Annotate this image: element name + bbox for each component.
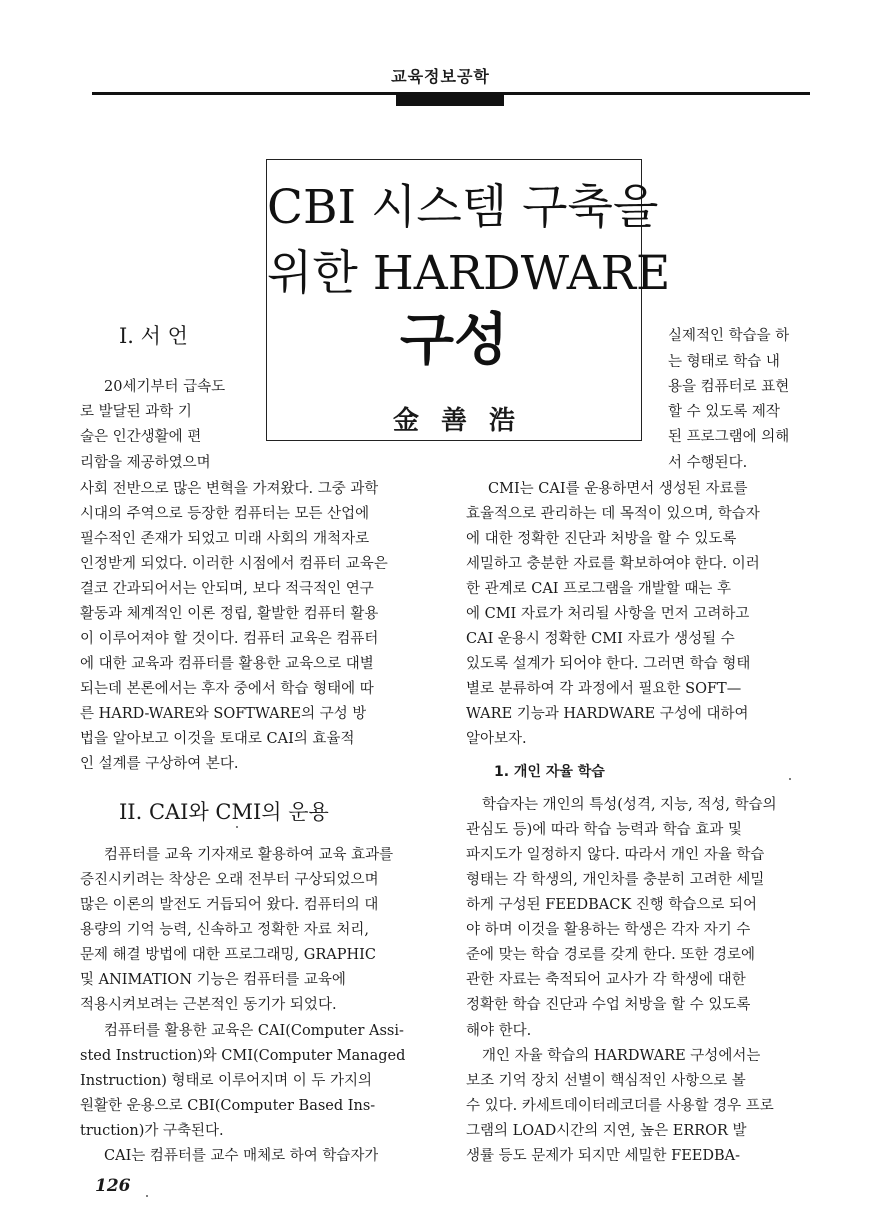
section1-line: 술은 인간생활에 편 [80, 429, 202, 445]
right-subheading: 1. 개인 자율 학습 [494, 764, 605, 780]
self-study-line: 준에 맞는 학습 경로를 갖게 한다. 또한 경로에 [466, 947, 755, 963]
cmi-line: 별로 분류하여 각 과정에서 필요한 SOFT— [466, 681, 742, 697]
section1-line: 에 대한 교육과 컴퓨터를 활용한 교육으로 대별 [80, 656, 374, 672]
cmi-line: 효율적으로 관리하는 데 목적이 있으며, 학습자 [466, 506, 760, 522]
page-number: 126 [95, 1176, 131, 1196]
cmi-line: 한 관계로 CAI 프로그램을 개발할 때는 후 [466, 581, 732, 597]
section1-heading: I. 서 언 [119, 324, 188, 348]
section2-line: 및 ANIMATION 기능은 컴퓨터를 교육에 [80, 972, 346, 988]
section1-line: 활동과 체계적인 이론 정립, 활발한 컴퓨터 활용 [80, 606, 379, 622]
section1-line: 필수적인 존재가 되었고 미래 사회의 개척자로 [80, 531, 370, 547]
section1-line: 법을 알아보고 이것을 토대로 CAI의 효율적 [80, 731, 355, 747]
self-study-line: 야 하며 이것을 활용하는 학생은 각자 자기 수 [466, 922, 751, 938]
right-intro-line: 할 수 있도록 제작 [668, 404, 780, 420]
speck [146, 1195, 148, 1197]
self-study-line: 형태는 각 학생의, 개인차를 충분히 고려한 세밀 [466, 872, 765, 888]
self-study-line: 수 있다. 카세트데이터레코더를 사용할 경우 프로 [466, 1098, 774, 1114]
header-title: 교육정보공학 [391, 67, 490, 86]
section1-line: 20세기부터 급속도 [104, 379, 226, 395]
self-study-line: 하게 구성된 FEEDBACK 진행 학습으로 되어 [466, 897, 758, 913]
section2-line: 원활한 운용으로 CBI(Computer Based Ins- [80, 1098, 376, 1114]
title-box [266, 159, 671, 441]
section2-line: 적용시켜보려는 근본적인 동기가 되었다. [80, 997, 337, 1013]
section1-line: 로 발달된 과학 기 [80, 404, 192, 420]
section2-line: 용량의 기억 능력, 신속하고 정확한 자료 처리, [80, 922, 369, 938]
cmi-line: 에 대한 정확한 진단과 처방을 할 수 있도록 [466, 531, 737, 547]
section2-line: 증진시키려는 착상은 오래 전부터 구상되었으며 [80, 872, 379, 888]
section1-line: 되는데 본론에서는 후자 중에서 학습 형태에 따 [80, 681, 374, 697]
self-study-line: 관한 자료는 축적되어 교사가 각 학생에 대한 [466, 972, 746, 988]
header-rule-block [396, 94, 504, 106]
speck [789, 778, 791, 780]
right-intro-line: 된 프로그램에 의해 [668, 429, 790, 445]
section1-line: 른 HARD-WARE와 SOFTWARE의 구성 방 [80, 706, 367, 722]
section2-line: Instruction) 형태로 이루어지며 이 두 가지의 [80, 1073, 373, 1089]
section2-line: sted Instruction)와 CMI(Computer Managed [80, 1048, 406, 1064]
cmi-line: WARE 기능과 HARDWARE 구성에 대하여 [466, 706, 749, 722]
section2-line: 컴퓨터를 활용한 교육은 CAI(Computer Assi- [104, 1023, 404, 1039]
self-study-line: 그램의 LOAD시간의 지연, 높은 ERROR 발 [466, 1123, 747, 1139]
section1-line: 인정받게 되었다. 이러한 시점에서 컴퓨터 교육은 [80, 556, 388, 572]
section1-line: 결코 간과되어서는 안되며, 보다 적극적인 연구 [80, 581, 374, 597]
section2-line: CAI는 컴퓨터를 교수 매체로 하여 학습자가 [104, 1148, 379, 1164]
right-intro-line: 는 형태로 학습 내 [668, 354, 780, 370]
section2-line: 문제 해결 방법에 대한 프로그래밍, GRAPHIC [80, 947, 376, 963]
cmi-line: 세밀하고 충분한 자료를 확보하여야 한다. 이러 [466, 556, 760, 572]
right-intro-line: 용을 컴퓨터로 표현 [668, 379, 790, 395]
self-study-line: 정확한 학습 진단과 수업 처방을 할 수 있도록 [466, 997, 751, 1013]
self-study-line: 관심도 등)에 따라 학습 능력과 학습 효과 및 [466, 822, 743, 838]
cmi-line: CMI는 CAI를 운용하면서 생성된 자료를 [488, 481, 748, 497]
cmi-line: CAI 운용시 정확한 CMI 자료가 생성될 수 [466, 631, 735, 647]
cmi-line: 있도록 설계가 되어야 한다. 그러면 학습 형태 [466, 656, 751, 672]
self-study-line: 생률 등도 문제가 되지만 세밀한 FEEDBA- [466, 1148, 741, 1164]
right-intro-line: 서 수행된다. [668, 455, 748, 471]
section2-heading: II. CAI와 CMI의 운용 [119, 800, 329, 824]
self-study-line: 파지도가 일정하지 않다. 따라서 개인 자율 학습 [466, 847, 765, 863]
article-title-line-2: 위한 HARDWARE [267, 246, 671, 301]
section2-line: truction)가 구축된다. [80, 1123, 224, 1139]
self-study-line: 보조 기억 장치 선별이 핵심적인 사항으로 볼 [466, 1073, 746, 1089]
article-author: 金善浩 [392, 406, 537, 436]
self-study-line: 학습자는 개인의 특성(성격, 지능, 적성, 학습의 [482, 797, 777, 813]
section1-line: 인 설계를 구상하여 본다. [80, 756, 239, 772]
section1-line: 시대의 주역으로 등장한 컴퓨터는 모든 산업에 [80, 506, 370, 522]
section2-line: 컴퓨터를 교육 기자재로 활용하여 교육 효과를 [104, 847, 394, 863]
speck [236, 826, 238, 828]
self-study-line: 해야 한다. [466, 1023, 532, 1039]
article-title-line-3: 구성 [399, 307, 509, 373]
article-title-line-1: CBI 시스템 구축을 [267, 180, 659, 235]
section1-line: 사회 전반으로 많은 변혁을 가져왔다. 그중 과학 [80, 481, 379, 497]
cmi-line: 에 CMI 자료가 처리될 사항을 먼저 고려하고 [466, 606, 750, 622]
cmi-line: 알아보자. [466, 731, 527, 747]
section1-line: 리함을 제공하였으며 [80, 455, 211, 471]
section2-line: 많은 이론의 발전도 거듭되어 왔다. 컴퓨터의 대 [80, 897, 379, 913]
section1-line: 이 이루어져야 할 것이다. 컴퓨터 교육은 컴퓨터 [80, 631, 379, 647]
right-intro-line: 실제적인 학습을 하 [668, 328, 790, 344]
self-study-line: 개인 자율 학습의 HARDWARE 구성에서는 [482, 1048, 761, 1064]
